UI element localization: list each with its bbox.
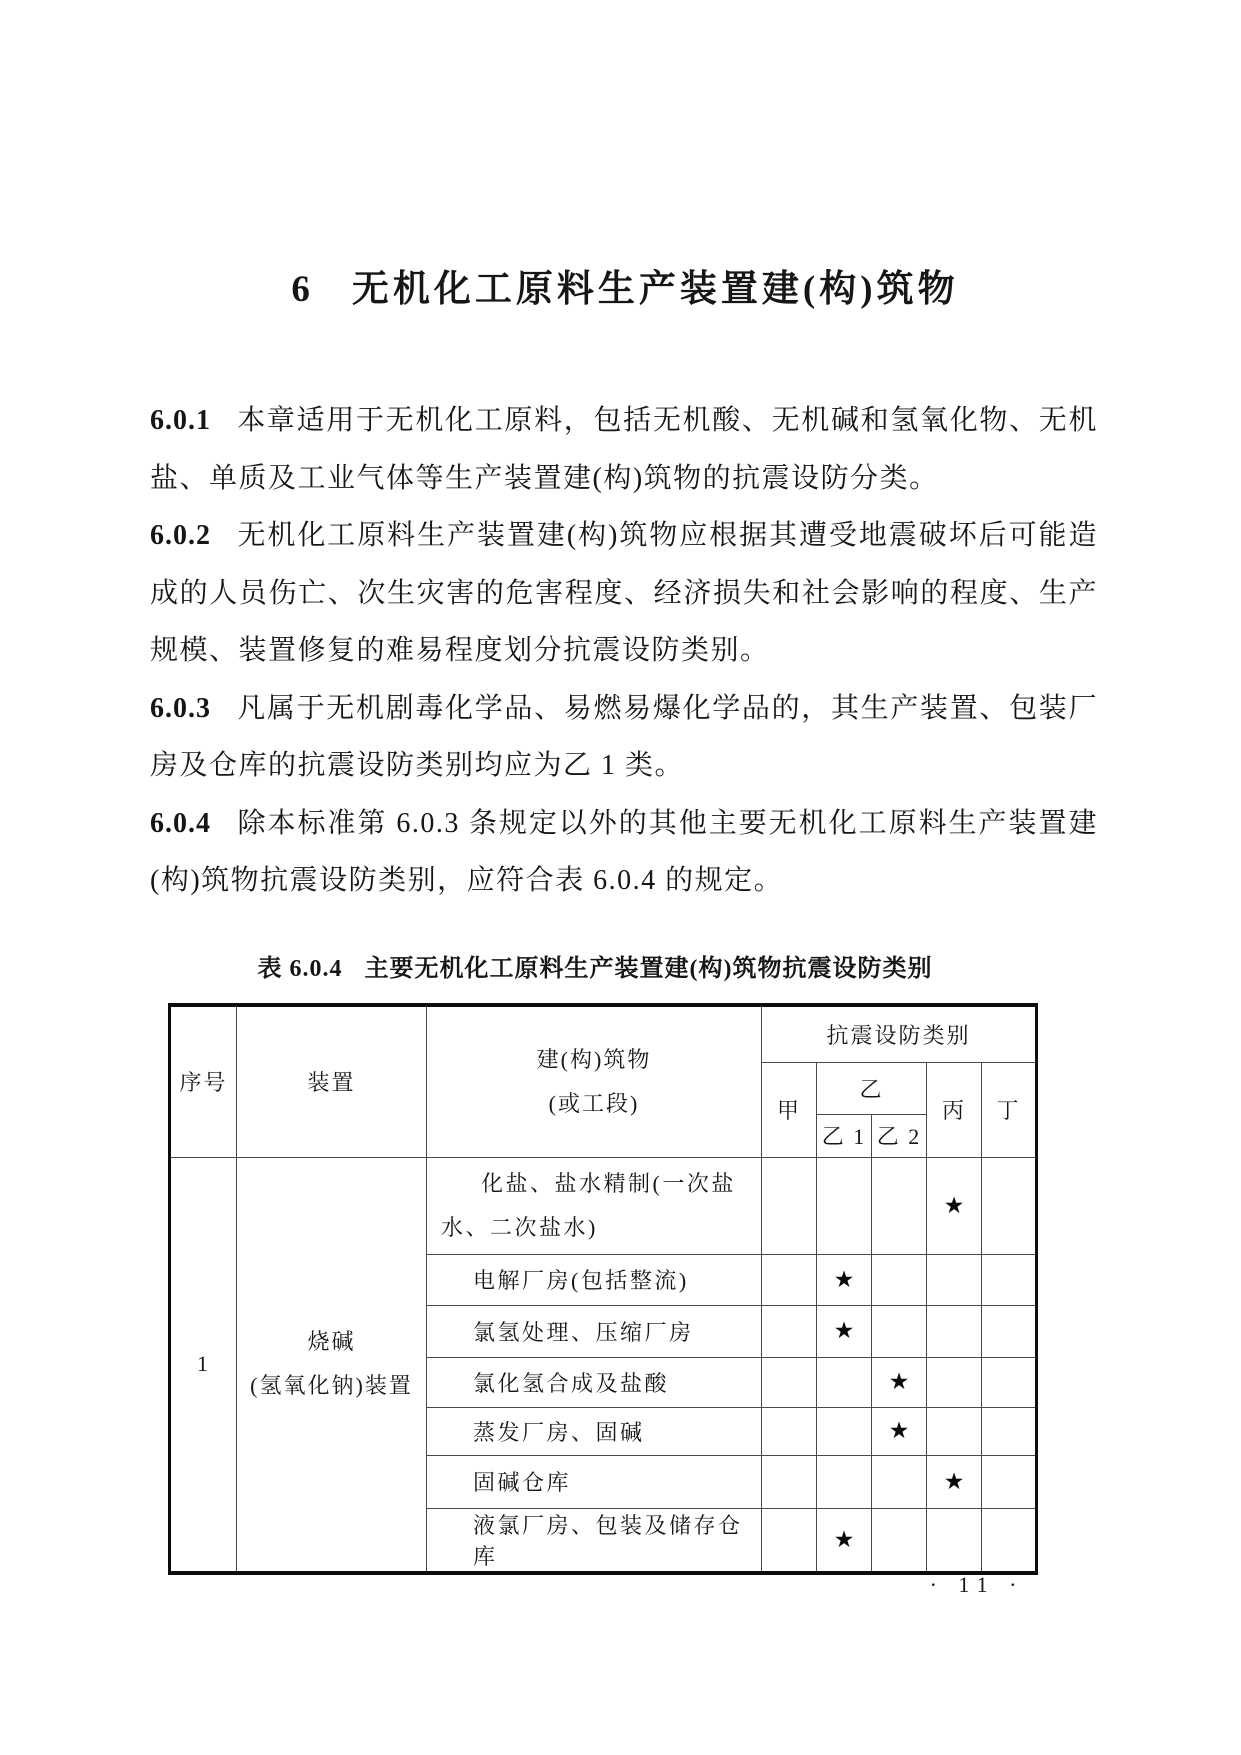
cell-yi1: ★	[817, 1254, 872, 1305]
paragraph-6-0-4	[150, 795, 1098, 910]
cell-bing	[927, 1407, 982, 1455]
cell-ding	[982, 1508, 1037, 1573]
cell-jia	[762, 1157, 817, 1254]
cell-yi2	[872, 1157, 927, 1254]
cell-yi1	[817, 1407, 872, 1455]
paragraph-number: 6.0.2	[150, 520, 211, 551]
header-building-line1: 建(构)筑物	[536, 1046, 652, 1072]
building-cell: 氯氢处理、压缩厂房	[427, 1305, 762, 1357]
cell-yi2	[872, 1254, 927, 1305]
cell-ding	[982, 1455, 1037, 1508]
cell-ding	[982, 1407, 1037, 1455]
body-text	[150, 392, 1098, 910]
paragraph-number: 6.0.1	[150, 405, 211, 436]
cell-jia	[762, 1407, 817, 1455]
cell-yi2	[872, 1455, 927, 1508]
cell-jia	[762, 1508, 817, 1573]
paragraph-text: 无机化工原料生产装置建(构)筑物应根据其遭受地震破坏后可能造成的人员伤亡、次生灾害的危害程度、经济损失和社会影响的程度、生产规模、装置修复的难易程度划分抗震设防类别。	[150, 520, 1098, 666]
paragraph-text: 凡属于无机剧毒化学品、易燃易爆化学品的，其生产装置、包装厂房及仓库的抗震设防类别均应为乙 1 类。	[150, 692, 1098, 781]
cell-ding	[982, 1157, 1037, 1254]
header-yi2: 乙 2	[872, 1114, 927, 1157]
chapter-number: 6	[291, 269, 310, 310]
building-cell: 液氯厂房、包装及储存仓库	[427, 1508, 762, 1573]
cell-jia	[762, 1305, 817, 1357]
cell-jia	[762, 1357, 817, 1407]
chapter-title-text: 无机化工原料生产装置建(构)筑物	[351, 269, 959, 310]
cell-yi2	[872, 1508, 927, 1573]
cell-bing: ★	[927, 1455, 982, 1508]
cell-yi1	[817, 1357, 872, 1407]
paragraph-6-0-1	[150, 392, 1098, 507]
header-jia: 甲	[762, 1062, 817, 1157]
cell-yi1	[817, 1455, 872, 1508]
building-cell: 化盐、盐水精制(一次盐水、二次盐水)	[427, 1157, 762, 1254]
header-yi1: 乙 1	[817, 1114, 872, 1157]
header-yi: 乙	[817, 1062, 927, 1114]
cell-bing: ★	[927, 1157, 982, 1254]
paragraph-number: 6.0.4	[150, 807, 211, 839]
chapter-title	[150, 258, 1100, 312]
building-cell: 氯化氢合成及盐酸	[427, 1357, 762, 1407]
header-serial: 序号	[170, 1005, 237, 1157]
table-caption-label: 表 6.0.4	[257, 956, 343, 982]
device-cell	[237, 1157, 427, 1573]
table-caption	[150, 948, 1040, 983]
page-number: · 11 ·	[929, 1572, 1025, 1597]
cell-ding	[982, 1357, 1037, 1407]
device-line1: 烧碱	[307, 1329, 356, 1354]
header-category: 抗震设防类别	[762, 1005, 1037, 1062]
building-cell: 电解厂房(包括整流)	[427, 1254, 762, 1305]
header-bing: 丙	[927, 1062, 982, 1157]
cell-ding	[982, 1254, 1037, 1305]
cell-bing	[927, 1305, 982, 1357]
paragraph-text: 除本标准第 6.0.3 条规定以外的其他主要无机化工原料生产装置建(构)筑物抗震设防类别，应符合表 6.0.4 的规定。	[150, 807, 1098, 896]
paragraph-6-0-3	[150, 680, 1098, 795]
header-ding: 丁	[982, 1062, 1037, 1157]
header-building	[427, 1005, 762, 1157]
cell-yi2: ★	[872, 1407, 927, 1455]
serial-cell: 1	[170, 1157, 237, 1573]
building-cell: 蒸发厂房、固碱	[427, 1407, 762, 1455]
building-cell: 固碱仓库	[427, 1455, 762, 1508]
cell-yi1: ★	[817, 1508, 872, 1573]
paragraph-text: 本章适用于无机化工原料，包括无机酸、无机碱和氢氧化物、无机盐、单质及工业气体等生产装置建(构)筑物的抗震设防分类。	[150, 405, 1098, 494]
header-device: 装置	[237, 1005, 427, 1157]
cell-bing	[927, 1357, 982, 1407]
cell-bing	[927, 1508, 982, 1573]
device-line2: (氢氧化钠)装置	[250, 1373, 413, 1398]
cell-yi2	[872, 1305, 927, 1357]
cell-jia	[762, 1254, 817, 1305]
paragraph-number: 6.0.3	[150, 692, 211, 724]
cell-ding	[982, 1305, 1037, 1357]
fortification-category-table	[168, 1003, 1038, 1575]
table-caption-text: 主要无机化工原料生产装置建(构)筑物抗震设防类别	[364, 956, 933, 982]
cell-yi1: ★	[817, 1305, 872, 1357]
header-building-line2: (或工段)	[548, 1090, 640, 1116]
cell-yi1	[817, 1157, 872, 1254]
cell-yi2: ★	[872, 1357, 927, 1407]
cell-jia	[762, 1455, 817, 1508]
cell-bing	[927, 1254, 982, 1305]
paragraph-6-0-2	[150, 507, 1098, 680]
